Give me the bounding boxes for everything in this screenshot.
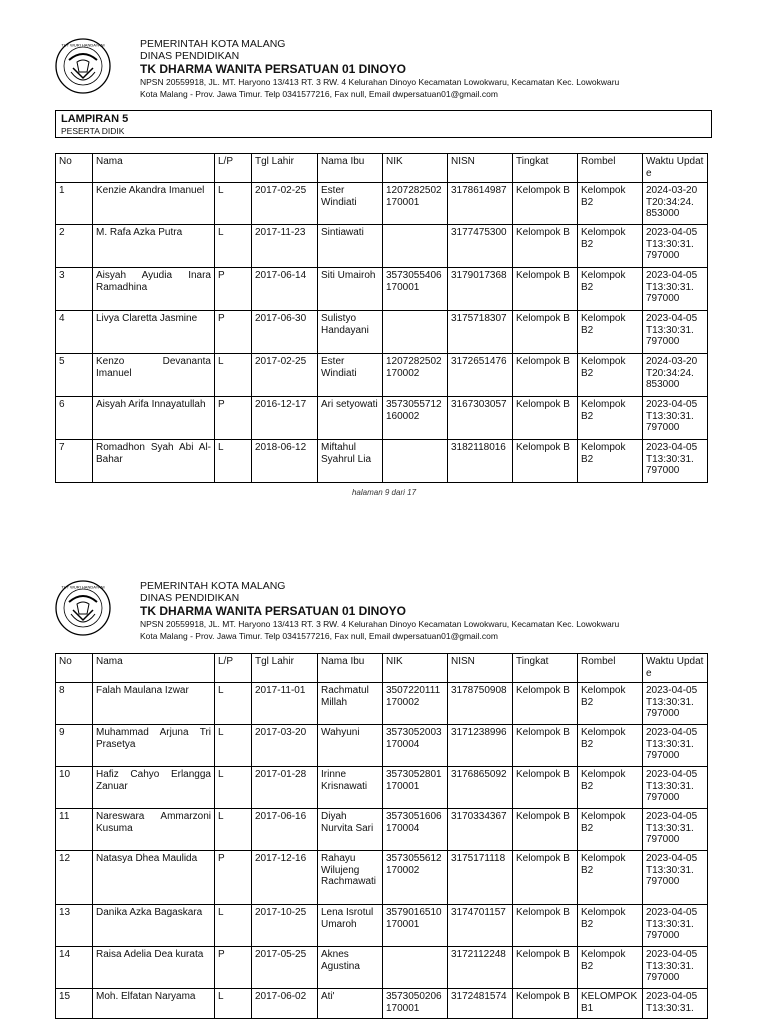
column-header-nama: Nama bbox=[93, 154, 215, 183]
cell-nik: 3573051606170004 bbox=[383, 809, 448, 851]
column-header-tgl-lahir: Tgl Lahir bbox=[252, 654, 318, 683]
cell-lp: L bbox=[215, 989, 252, 1019]
cell-no: 15 bbox=[56, 989, 93, 1019]
column-header-nisn: NISN bbox=[448, 154, 513, 183]
cell-nik bbox=[383, 311, 448, 354]
cell-nama: Falah Maulana Izwar bbox=[93, 683, 215, 725]
header-line-2: DINAS PENDIDIKAN bbox=[140, 50, 240, 62]
cell-nama: Kenzie Akandra Imanuel bbox=[93, 183, 215, 225]
cell-nisn: 3170334367 bbox=[448, 809, 513, 851]
cell-lp: L bbox=[215, 183, 252, 225]
column-header-nisn: NISN bbox=[448, 654, 513, 683]
column-header-nama-ibu: Nama Ibu bbox=[318, 654, 383, 683]
cell-lp: L bbox=[215, 440, 252, 483]
table-row bbox=[56, 354, 708, 397]
cell-tgl-lahir: 2017-12-16 bbox=[252, 851, 318, 905]
cell-nama: Natasya Dhea Maulida bbox=[93, 851, 215, 905]
cell-no: 9 bbox=[56, 725, 93, 767]
cell-nama-ibu: Rachmatul Millah bbox=[318, 683, 383, 725]
column-header-tingkat: Tingkat bbox=[513, 154, 578, 183]
address-line-1: NPSN 20559918, JL. MT. Haryono 13/413 RT. 3 RW. 4 Kelurahan Dinoyo Kecamatan Lowokwaru, Kecamatan Kec. Lowokwaru bbox=[140, 77, 620, 87]
table-row bbox=[56, 767, 708, 809]
cell-rombel: Kelompok B2 bbox=[578, 725, 643, 767]
column-header-tgl-lahir: Tgl Lahir bbox=[252, 154, 318, 183]
cell-tingkat: Kelompok B bbox=[513, 725, 578, 767]
letterhead-page-2 bbox=[55, 580, 715, 640]
table-row bbox=[56, 225, 708, 268]
column-header-nik: NIK bbox=[383, 654, 448, 683]
students-table-page-1 bbox=[55, 153, 708, 483]
cell-nik: 3573052801170001 bbox=[383, 767, 448, 809]
cell-nisn: 3182118016 bbox=[448, 440, 513, 483]
cell-rombel: Kelompok B2 bbox=[578, 683, 643, 725]
cell-nama: Livya Claretta Jasmine bbox=[93, 311, 215, 354]
cell-lp: P bbox=[215, 851, 252, 905]
logo-text: TUT WURI HANDAYANI bbox=[61, 584, 105, 590]
cell-nik: 3573050206170001 bbox=[383, 989, 448, 1019]
cell-nama-ibu: Sintiawati bbox=[318, 225, 383, 268]
cell-waktu-update: 2023-04-05 T13:30:31. 797000 bbox=[643, 947, 708, 989]
tut-wuri-handayani-logo-icon bbox=[55, 580, 111, 636]
cell-nama-ibu: Sulistyo Handayani bbox=[318, 311, 383, 354]
cell-lp: L bbox=[215, 809, 252, 851]
table-row bbox=[56, 725, 708, 767]
cell-lp: L bbox=[215, 767, 252, 809]
column-header-no: No bbox=[56, 654, 93, 683]
table-row bbox=[56, 851, 708, 905]
cell-waktu-update: 2023-04-05 T13:30:31. 797000 bbox=[643, 268, 708, 311]
cell-nik: 1207282502170002 bbox=[383, 354, 448, 397]
cell-rombel: Kelompok B2 bbox=[578, 851, 643, 905]
cell-tgl-lahir: 2017-01-28 bbox=[252, 767, 318, 809]
cell-nisn: 3167303057 bbox=[448, 397, 513, 440]
table-row bbox=[56, 683, 708, 725]
cell-nisn: 3172651476 bbox=[448, 354, 513, 397]
cell-waktu-update: 2024-03-20 T20:34:24. 853000 bbox=[643, 183, 708, 225]
cell-tgl-lahir: 2018-06-12 bbox=[252, 440, 318, 483]
table-row bbox=[56, 905, 708, 947]
cell-waktu-update: 2023-04-05 T13:30:31. 797000 bbox=[643, 809, 708, 851]
lampiran-subtitle: PESERTA DIDIK bbox=[61, 126, 125, 136]
cell-nama: Hafiz Cahyo Erlangga Zanuar bbox=[93, 767, 215, 809]
cell-waktu-update: 2023-04-05 T13:30:31. 797000 bbox=[643, 767, 708, 809]
cell-lp: L bbox=[215, 725, 252, 767]
column-header-tingkat: Tingkat bbox=[513, 654, 578, 683]
cell-waktu-update: 2023-04-05 T13:30:31. 797000 bbox=[643, 683, 708, 725]
cell-tingkat: Kelompok B bbox=[513, 989, 578, 1019]
cell-tingkat: Kelompok B bbox=[513, 440, 578, 483]
cell-tingkat: Kelompok B bbox=[513, 268, 578, 311]
cell-no: 12 bbox=[56, 851, 93, 905]
cell-nama-ibu: Ari setyowati bbox=[318, 397, 383, 440]
cell-nisn: 3174701157 bbox=[448, 905, 513, 947]
cell-nama-ibu: Wahyuni bbox=[318, 725, 383, 767]
column-header-nik: NIK bbox=[383, 154, 448, 183]
cell-waktu-update: 2024-03-20 T20:34:24. 853000 bbox=[643, 354, 708, 397]
cell-nama-ibu: Aknes Agustina bbox=[318, 947, 383, 989]
cell-nik bbox=[383, 225, 448, 268]
cell-waktu-update: 2023-04-05 T13:30:31. 797000 bbox=[643, 440, 708, 483]
cell-nama: Aisyah Arifa Innayatullah bbox=[93, 397, 215, 440]
cell-lp: P bbox=[215, 268, 252, 311]
cell-nisn: 3171238996 bbox=[448, 725, 513, 767]
cell-nama: M. Rafa Azka Putra bbox=[93, 225, 215, 268]
cell-tingkat: Kelompok B bbox=[513, 183, 578, 225]
cell-nama: Muhammad Arjuna Tri Prasetya bbox=[93, 725, 215, 767]
column-header-rombel: Rombel bbox=[578, 654, 643, 683]
column-header-nama: Nama bbox=[93, 654, 215, 683]
table-row bbox=[56, 947, 708, 989]
cell-nik: 3573055712160002 bbox=[383, 397, 448, 440]
cell-nama-ibu: Siti Umairoh bbox=[318, 268, 383, 311]
cell-nama: Romadhon Syah Abi Al-Bahar bbox=[93, 440, 215, 483]
cell-waktu-update: 2023-04-05 T13:30:31. 797000 bbox=[643, 851, 708, 905]
cell-rombel: Kelompok B2 bbox=[578, 268, 643, 311]
lampiran-box bbox=[55, 110, 712, 138]
cell-no: 10 bbox=[56, 767, 93, 809]
cell-rombel: Kelompok B2 bbox=[578, 809, 643, 851]
cell-no: 5 bbox=[56, 354, 93, 397]
cell-waktu-update: 2023-04-05 T13:30:31. 797000 bbox=[643, 225, 708, 268]
cell-tgl-lahir: 2017-06-16 bbox=[252, 809, 318, 851]
cell-nik: 1207282502170001 bbox=[383, 183, 448, 225]
cell-nama-ibu: Ati' bbox=[318, 989, 383, 1019]
cell-waktu-update: 2023-04-05 T13:30:31. 797000 bbox=[643, 905, 708, 947]
cell-nisn: 3178614987 bbox=[448, 183, 513, 225]
school-name: TK DHARMA WANITA PERSATUAN 01 DINOYO bbox=[140, 62, 407, 76]
cell-lp: P bbox=[215, 397, 252, 440]
cell-nama-ibu: Ester Windiati bbox=[318, 183, 383, 225]
cell-tingkat: Kelompok B bbox=[513, 851, 578, 905]
cell-nama-ibu: Irinne Krisnawati bbox=[318, 767, 383, 809]
cell-no: 3 bbox=[56, 268, 93, 311]
address-line-2: Kota Malang - Prov. Jawa Timur. Telp 0341577216, Fax null, Email dwpersatuan01@gmail.com bbox=[140, 89, 498, 99]
column-header-lp: L/P bbox=[215, 654, 252, 683]
cell-no: 4 bbox=[56, 311, 93, 354]
header-line-2: DINAS PENDIDIKAN bbox=[140, 592, 240, 604]
cell-nisn: 3178750908 bbox=[448, 683, 513, 725]
column-header-no: No bbox=[56, 154, 93, 183]
cell-rombel: Kelompok B2 bbox=[578, 225, 643, 268]
column-header-lp: L/P bbox=[215, 154, 252, 183]
cell-nik bbox=[383, 947, 448, 989]
tut-wuri-handayani-logo-icon bbox=[55, 38, 111, 94]
cell-lp: L bbox=[215, 683, 252, 725]
cell-nisn: 3177475300 bbox=[448, 225, 513, 268]
cell-rombel: Kelompok B2 bbox=[578, 947, 643, 989]
table-row bbox=[56, 268, 708, 311]
table-header-row bbox=[56, 654, 708, 683]
cell-nik bbox=[383, 440, 448, 483]
column-header-waktu-update: Waktu Update bbox=[643, 654, 708, 683]
cell-no: 7 bbox=[56, 440, 93, 483]
cell-tgl-lahir: 2017-03-20 bbox=[252, 725, 318, 767]
cell-tgl-lahir: 2017-02-25 bbox=[252, 354, 318, 397]
cell-rombel: Kelompok B2 bbox=[578, 905, 643, 947]
cell-nik: 3573055406170001 bbox=[383, 268, 448, 311]
header-line-1: PEMERINTAH KOTA MALANG bbox=[140, 38, 286, 50]
cell-tgl-lahir: 2017-10-25 bbox=[252, 905, 318, 947]
cell-nama-ibu: Rahayu Wilujeng Rachmawati bbox=[318, 851, 383, 905]
cell-rombel: Kelompok B2 bbox=[578, 311, 643, 354]
cell-lp: L bbox=[215, 225, 252, 268]
cell-nik: 3507220111170002 bbox=[383, 683, 448, 725]
school-name: TK DHARMA WANITA PERSATUAN 01 DINOYO bbox=[140, 604, 407, 618]
page-footer: halaman 9 dari 17 bbox=[351, 488, 417, 497]
cell-nama-ibu: Ester Windiati bbox=[318, 354, 383, 397]
column-header-nama-ibu: Nama Ibu bbox=[318, 154, 383, 183]
cell-nisn: 3179017368 bbox=[448, 268, 513, 311]
header-line-1: PEMERINTAH KOTA MALANG bbox=[140, 580, 286, 592]
cell-tgl-lahir: 2017-06-14 bbox=[252, 268, 318, 311]
cell-no: 13 bbox=[56, 905, 93, 947]
table-row bbox=[56, 311, 708, 354]
cell-nisn: 3172112248 bbox=[448, 947, 513, 989]
table-row bbox=[56, 809, 708, 851]
cell-nama: Nareswara Ammarzoni Kusuma bbox=[93, 809, 215, 851]
cell-tgl-lahir: 2017-11-23 bbox=[252, 225, 318, 268]
cell-nama-ibu: Lena Isrotul Umaroh bbox=[318, 905, 383, 947]
cell-rombel: Kelompok B2 bbox=[578, 397, 643, 440]
column-header-rombel: Rombel bbox=[578, 154, 643, 183]
cell-tingkat: Kelompok B bbox=[513, 354, 578, 397]
cell-lp: L bbox=[215, 905, 252, 947]
address-line-1: NPSN 20559918, JL. MT. Haryono 13/413 RT. 3 RW. 4 Kelurahan Dinoyo Kecamatan Lowokwaru, Kecamatan Kec. Lowokwaru bbox=[140, 619, 620, 629]
cell-rombel: Kelompok B2 bbox=[578, 440, 643, 483]
cell-nisn: 3172481574 bbox=[448, 989, 513, 1019]
cell-tgl-lahir: 2017-06-02 bbox=[252, 989, 318, 1019]
address-line-2: Kota Malang - Prov. Jawa Timur. Telp 0341577216, Fax null, Email dwpersatuan01@gmail.com bbox=[140, 631, 498, 641]
cell-nama: Aisyah Ayudia Inara Ramadhina bbox=[93, 268, 215, 311]
cell-no: 6 bbox=[56, 397, 93, 440]
cell-tgl-lahir: 2017-02-25 bbox=[252, 183, 318, 225]
cell-nama: Kenzo Devananta Imanuel bbox=[93, 354, 215, 397]
table-row bbox=[56, 397, 708, 440]
table-header-row bbox=[56, 154, 708, 183]
cell-nisn: 3175718307 bbox=[448, 311, 513, 354]
letterhead-page-1 bbox=[55, 38, 715, 98]
cell-tingkat: Kelompok B bbox=[513, 809, 578, 851]
cell-waktu-update: 2023-04-05 T13:30:31. 797000 bbox=[643, 725, 708, 767]
table-row bbox=[56, 989, 708, 1019]
cell-nama: Raisa Adelia Dea kurata bbox=[93, 947, 215, 989]
cell-waktu-update: 2023-04-05 T13:30:31. bbox=[643, 989, 708, 1019]
cell-tingkat: Kelompok B bbox=[513, 225, 578, 268]
cell-tgl-lahir: 2017-05-25 bbox=[252, 947, 318, 989]
cell-rombel: Kelompok B2 bbox=[578, 767, 643, 809]
cell-tgl-lahir: 2017-11-01 bbox=[252, 683, 318, 725]
cell-tingkat: Kelompok B bbox=[513, 311, 578, 354]
cell-nik: 3573052003170004 bbox=[383, 725, 448, 767]
cell-nisn: 3175171118 bbox=[448, 851, 513, 905]
students-table-page-2 bbox=[55, 653, 708, 1019]
cell-nisn: 3176865092 bbox=[448, 767, 513, 809]
cell-tgl-lahir: 2016-12-17 bbox=[252, 397, 318, 440]
cell-nama: Moh. Elfatan Naryama bbox=[93, 989, 215, 1019]
lampiran-title: LAMPIRAN 5 bbox=[61, 113, 129, 125]
cell-tingkat: Kelompok B bbox=[513, 905, 578, 947]
table-row bbox=[56, 183, 708, 225]
cell-no: 11 bbox=[56, 809, 93, 851]
cell-nama-ibu: Diyah Nurvita Sari bbox=[318, 809, 383, 851]
cell-rombel: KELOMPOK B1 bbox=[578, 989, 643, 1019]
logo-text: TUT WURI HANDAYANI bbox=[61, 42, 105, 48]
cell-no: 8 bbox=[56, 683, 93, 725]
cell-waktu-update: 2023-04-05 T13:30:31. 797000 bbox=[643, 397, 708, 440]
cell-tingkat: Kelompok B bbox=[513, 683, 578, 725]
cell-lp: L bbox=[215, 354, 252, 397]
cell-nik: 3579016510170001 bbox=[383, 905, 448, 947]
cell-rombel: Kelompok B2 bbox=[578, 183, 643, 225]
cell-tgl-lahir: 2017-06-30 bbox=[252, 311, 318, 354]
cell-nama: Danika Azka Bagaskara bbox=[93, 905, 215, 947]
table-row bbox=[56, 440, 708, 483]
cell-tingkat: Kelompok B bbox=[513, 767, 578, 809]
column-header-waktu-update: Waktu Update bbox=[643, 154, 708, 183]
cell-nama-ibu: Miftahul Syahrul Lia bbox=[318, 440, 383, 483]
cell-nik: 3573055612170002 bbox=[383, 851, 448, 905]
cell-tingkat: Kelompok B bbox=[513, 397, 578, 440]
cell-no: 1 bbox=[56, 183, 93, 225]
cell-no: 2 bbox=[56, 225, 93, 268]
cell-lp: P bbox=[215, 947, 252, 989]
cell-waktu-update: 2023-04-05 T13:30:31. 797000 bbox=[643, 311, 708, 354]
cell-rombel: Kelompok B2 bbox=[578, 354, 643, 397]
cell-lp: P bbox=[215, 311, 252, 354]
cell-no: 14 bbox=[56, 947, 93, 989]
cell-tingkat: Kelompok B bbox=[513, 947, 578, 989]
